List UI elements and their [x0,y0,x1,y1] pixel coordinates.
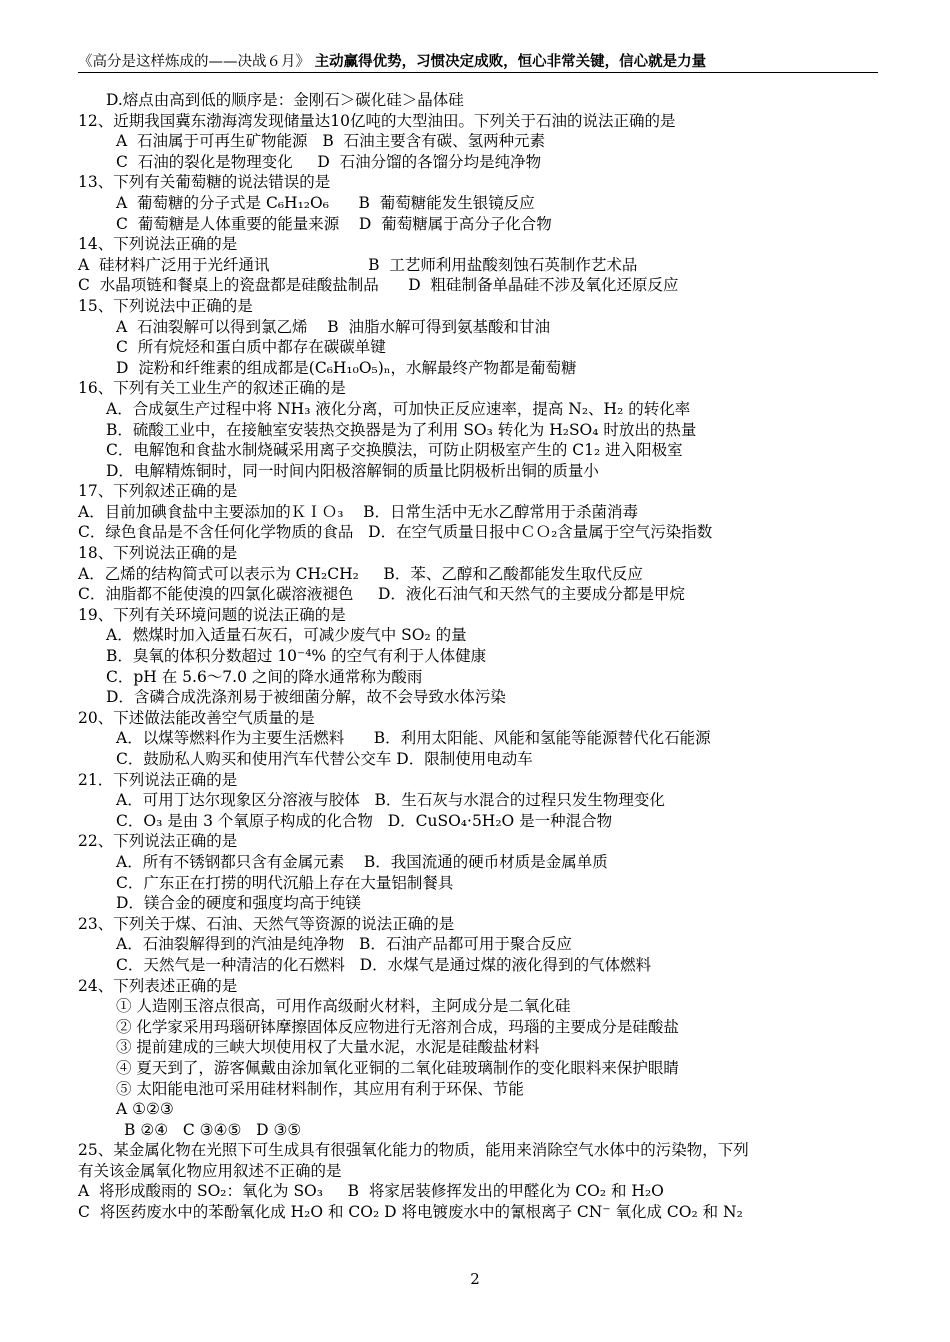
question-23: 23、下列关于煤、石油、天然气等资源的说法正确的是 [78,914,455,933]
question-content [78,90,878,1223]
option-line: C 将医药废水中的苯酚氧化成 H₂O 和 CO₂ D 将电镀废水中的氰根离子 CN⁻ 氧化成 CO₂ 和 N₂ [78,1203,743,1222]
option-line: A 石油属于可再生矿物能源 B 石油主要含有碳、氢两种元素 [116,132,546,151]
question-24: 24、下列表述正确的是 [78,976,238,995]
option-line: A 硅材料广泛用于光纤通讯 B 工艺师利用盐酸刻蚀石英制作艺术品 [78,255,638,274]
header-book-title: 《高分是这样炼成的——决战６月》 [78,54,310,70]
question-22: 22、下列说法正确的是 [78,832,238,851]
option-line: C．天然气是一种清洁的化石燃料 D．水煤气是通过煤的液化得到的气体燃料 [116,955,652,974]
option-line: D．电解精炼铜时，同一时间内阳极溶解铜的质量比阴极析出铜的质量小 [106,461,599,480]
option-line: B ②④ C ③④⑤ D ③⑤ [124,1120,302,1139]
question-16: 16、下列有关工业生产的叙述正确的是 [78,379,346,398]
statement-line: ① 人造刚玉溶点很高，可用作高级耐火材料，主阿成分是二氧化硅 [116,997,571,1016]
option-line: D．镁合金的硬度和强度均高于纯镁 [116,894,361,913]
option-line: A 石油裂解可以得到氯乙烯 B 油脂水解可得到氨基酸和甘油 [116,317,551,336]
option-line: D．含磷合成洗涤剂易于被细菌分解，故不会导致水体污染 [106,688,506,707]
option-line: A ①②③ [116,1100,174,1119]
option-line: C．油脂都不能使溴的四氯化碳溶液褪色 D．液化石油气和天然气的主要成分都是甲烷 [78,585,685,604]
option-line: A 将形成酸雨的 SO₂：氧化为 SO₃ B 将家居装修挥发出的甲醛化为 CO₂ 和 H₂O [78,1182,664,1201]
question-12: 12、近期我国冀东渤海湾发现储量达10亿吨的大型油田。下列关于石油的说法正确的是 [78,111,676,130]
option-line: C．O₃ 是由 3 个氧原子构成的化合物 D．CuSO₄·5H₂O 是一种混合物 [116,811,613,830]
header-motto: 主动赢得优势，习惯决定成败，恒心非常关键，信心就是力量 [314,53,707,70]
statement-line: ② 化学家采用玛瑙研钵摩擦固体反应物进行无溶剂合成，玛瑙的主要成分是硅酸盐 [116,1017,679,1036]
question-19: 19、下列有关环境问题的说法正确的是 [78,605,346,624]
option-line: A 葡萄糖的分子式是 C₆H₁₂O₆ B 葡萄糖能发生银镜反应 [116,193,535,212]
header-rule [78,72,878,73]
option-line: C 所有烷烃和蛋白质中都存在碳碳单键 [116,338,386,357]
option-line: B．臭氧的体积分数超过 10⁻⁴% 的空气有利于人体健康 [106,647,487,666]
question-20: 20、下述做法能改善空气质量的是 [78,708,315,727]
question-17: 17、下列叙述正确的是 [78,482,238,501]
statement-line: ⑤ 太阳能电池可采用硅材料制作，其应用有利于环保、节能 [116,1079,524,1098]
page-header [78,50,878,72]
statement-line: ③ 提前建成的三峡大坝使用权了大量水泥，水泥是硅酸盐材料 [116,1038,540,1057]
option-line: A．可用丁达尔现象区分溶液与胶体 B．生石灰与水混合的过程只发生物理变化 [116,791,665,810]
option-line: A．乙烯的结构简式可以表示为 CH₂CH₂ B．苯、乙醇和乙酸都能发生取代反应 [78,564,643,583]
option-line: A．石油裂解得到的汽油是纯净物 B．石油产品都可用于聚合反应 [116,935,572,954]
text-line: D.熔点由高到低的顺序是：金刚石＞碳化硅＞晶体硅 [106,91,464,109]
question-25-cont: 有关该金属氧化物应用叙述不正确的是 [78,1161,342,1180]
statement-line: ④ 夏天到了，游客佩戴由涂加氧化亚铜的二氧化硅玻璃制作的变化眼料来保护眼睛 [116,1058,679,1077]
option-line: D 淀粉和纤维素的组成都是(C₆H₁₀O₅)ₙ，水解最终产物都是葡萄糖 [116,358,577,377]
option-line: A．以煤等燃料作为主要生活燃料 B．利用太阳能、风能和氢能等能源替代化石能源 [116,729,711,748]
question-25: 25、某金属化物在光照下可生成具有很强氧化能力的物质，能用来消除空气水体中的污染物，下列 [78,1141,749,1160]
option-line: A．目前加碘食盐中主要添加的ＫＩＯ₃ B．日常生活中无水乙醇常用于杀菌消毒 [78,502,639,521]
option-line: A．合成氨生产过程中将 NH₃ 液化分离，可加快正反应速率，提高 N₂、H₂ 的转化率 [106,399,691,418]
option-line: C 石油的裂化是物理变化 D 石油分馏的各馏分均是纯净物 [116,152,542,171]
question-15: 15、下列说法中正确的是 [78,296,253,315]
question-21: 21．下列说法正确的是 [78,770,238,789]
option-line: C 水晶项链和餐桌上的瓷盘都是硅酸盐制品 D 粗硅制备单晶硅不涉及氧化还原反应 [78,276,679,295]
option-line: C．绿色食品是不含任何化学物质的食品 D．在空气质量日报中ＣＯ₂含量属于空气污染指数 [78,523,713,542]
option-line: C．鼓励私人购买和使用汽车代替公交车 D．限制使用电动车 [116,750,533,768]
question-13: 13、下列有关葡萄糖的说法错误的是 [78,173,331,192]
question-14: 14、下列说法正确的是 [78,235,238,254]
option-line: A．燃煤时加入适量石灰石，可减少废气中 SO₂ 的量 [106,626,467,645]
option-line: C．电解饱和食盐水制烧碱采用离子交换膜法，可防止阴极室产生的 C1₂ 进入阳极室 [106,441,683,460]
option-line: C 葡萄糖是人体重要的能量来源 D 葡萄糖属于高分子化合物 [116,214,552,233]
question-18: 18、下列说法正确的是 [78,544,238,563]
option-line: B．硫酸工业中，在接触室安装热交换器是为了利用 SO₃ 转化为 H₂SO₄ 时放出的热量 [106,420,697,439]
option-line: A．所有不锈钢都只含有金属元素 B．我国流通的硬币材质是金属单质 [116,852,608,871]
option-line: C．pH 在 5.6～7.0 之间的降水通常称为酸雨 [106,667,423,686]
page-number: 2 [470,1270,480,1288]
option-line: C．广东正在打捞的明代沉船上存在大量铝制餐具 [116,873,454,892]
